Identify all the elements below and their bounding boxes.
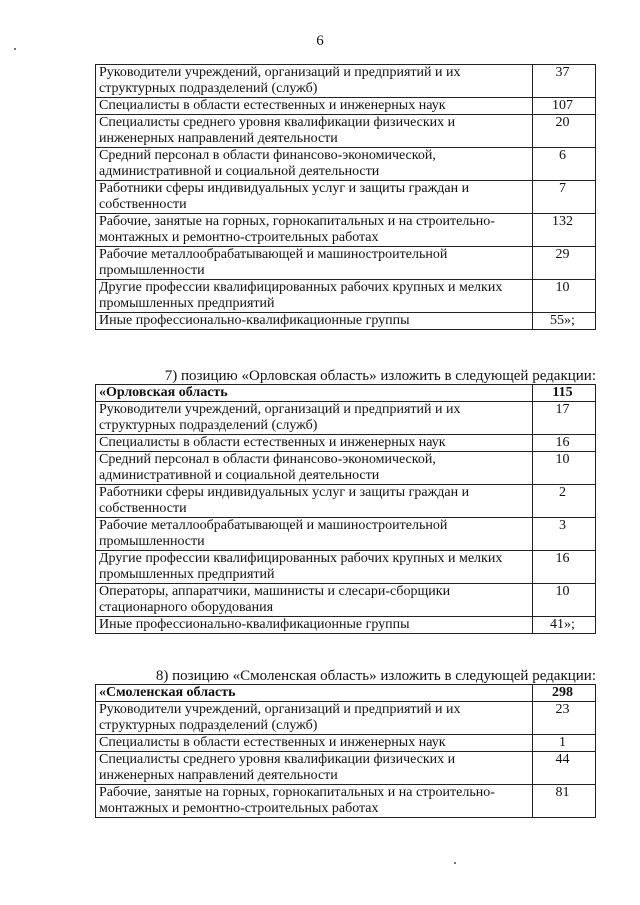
table-row (96, 702, 596, 735)
occupation-group: Рабочие металлообрабатывающей и машиностроительной промышленности (96, 247, 533, 280)
occupation-group: Работники сферы индивидуальных услуг и защиты граждан и собственности (96, 485, 533, 518)
quota-value: 41»; (533, 617, 596, 634)
quota-value: 7 (533, 181, 596, 214)
table-row (96, 452, 596, 485)
quota-value: 107 (533, 98, 596, 115)
occupation-group: Работники сферы индивидуальных услуг и защиты граждан и собственности (96, 181, 533, 214)
quota-value: 20 (533, 115, 596, 148)
instruction-smolensk: 8) позицию «Смоленская область» изложить в следующей редакции: (155, 668, 596, 684)
quota-value: 10 (533, 280, 596, 313)
table-row (96, 98, 596, 115)
table-row (96, 181, 596, 214)
scan-mark (454, 862, 456, 864)
region-name: «Орловская область (96, 385, 533, 402)
table-row (96, 65, 596, 98)
quota-value: 37 (533, 65, 596, 98)
table-row (96, 280, 596, 313)
quota-value: 17 (533, 402, 596, 435)
table-row (96, 617, 596, 634)
region-header-row (96, 685, 596, 702)
occupation-group: Иные профессионально-квалификационные группы (96, 313, 533, 330)
table-row (96, 214, 596, 247)
quota-value: 132 (533, 214, 596, 247)
table-row (96, 785, 596, 818)
occupation-group: Средний персонал в области финансово-экономической, административной и социальной деятельности (96, 452, 533, 485)
occupation-group: Специалисты в области естественных и инженерных наук (96, 98, 533, 115)
occupation-group: Специалисты среднего уровня квалификации физических и инженерных направлений деятельности (96, 115, 533, 148)
region-header-row (96, 385, 596, 402)
quota-value: 16 (533, 435, 596, 452)
occupation-group: Другие профессии квалифицированных рабочих крупных и мелких промышленных предприятий (96, 280, 533, 313)
table-row (96, 402, 596, 435)
occupation-group: Руководители учреждений, организаций и предприятий и их структурных подразделений (служб) (96, 402, 533, 435)
quota-value: 81 (533, 785, 596, 818)
occupation-group: Рабочие, занятые на горных, горнокапитальных и на строительно-монтажных и ремонтно-строительных работах (96, 214, 533, 247)
quota-value: 10 (533, 452, 596, 485)
instruction-orel: 7) позицию «Орловская область» изложить в следующей редакции: (164, 368, 596, 384)
scan-mark (14, 48, 16, 50)
occupation-group: Рабочие металлообрабатывающей и машиностроительной промышленности (96, 518, 533, 551)
table-row (96, 115, 596, 148)
table-row (96, 518, 596, 551)
occupation-group: Специалисты в области естественных и инженерных наук (96, 735, 533, 752)
page-number: 6 (316, 33, 324, 49)
table-row (96, 752, 596, 785)
table-row (96, 247, 596, 280)
quota-value: 55»; (533, 313, 596, 330)
table-orel-region (95, 384, 596, 634)
table-row (96, 735, 596, 752)
quota-value: 23 (533, 702, 596, 735)
quota-value: 6 (533, 148, 596, 181)
occupation-group: Средний персонал в области финансово-экономической, административной и социальной деятельности (96, 148, 533, 181)
quota-value: 29 (533, 247, 596, 280)
table-row (96, 148, 596, 181)
occupation-group: Другие профессии квалифицированных рабочих крупных и мелких промышленных предприятий (96, 551, 533, 584)
table-row (96, 313, 596, 330)
occupation-group: Рабочие, занятые на горных, горнокапитальных и на строительно-монтажных и ремонтно-строительных работах (96, 785, 533, 818)
occupation-group: Специалисты в области естественных и инженерных наук (96, 435, 533, 452)
quota-value: 2 (533, 485, 596, 518)
occupation-group: Специалисты среднего уровня квалификации физических и инженерных направлений деятельности (96, 752, 533, 785)
occupation-group: Операторы, аппаратчики, машинисты и слесари-сборщики стационарного оборудования (96, 584, 533, 617)
quota-value: 16 (533, 551, 596, 584)
region-name: «Смоленская область (96, 685, 533, 702)
region-total: 115 (533, 385, 596, 402)
table-continuation (95, 64, 596, 330)
quota-value: 10 (533, 584, 596, 617)
quota-value: 1 (533, 735, 596, 752)
region-total: 298 (533, 685, 596, 702)
table-smolensk-region (95, 684, 596, 818)
table-row (96, 551, 596, 584)
quota-value: 3 (533, 518, 596, 551)
table-row (96, 435, 596, 452)
table-row (96, 584, 596, 617)
occupation-group: Руководители учреждений, организаций и предприятий и их структурных подразделений (служб) (96, 702, 533, 735)
quota-value: 44 (533, 752, 596, 785)
occupation-group: Руководители учреждений, организаций и предприятий и их структурных подразделений (служб) (96, 65, 533, 98)
table-row (96, 485, 596, 518)
occupation-group: Иные профессионально-квалификационные группы (96, 617, 533, 634)
